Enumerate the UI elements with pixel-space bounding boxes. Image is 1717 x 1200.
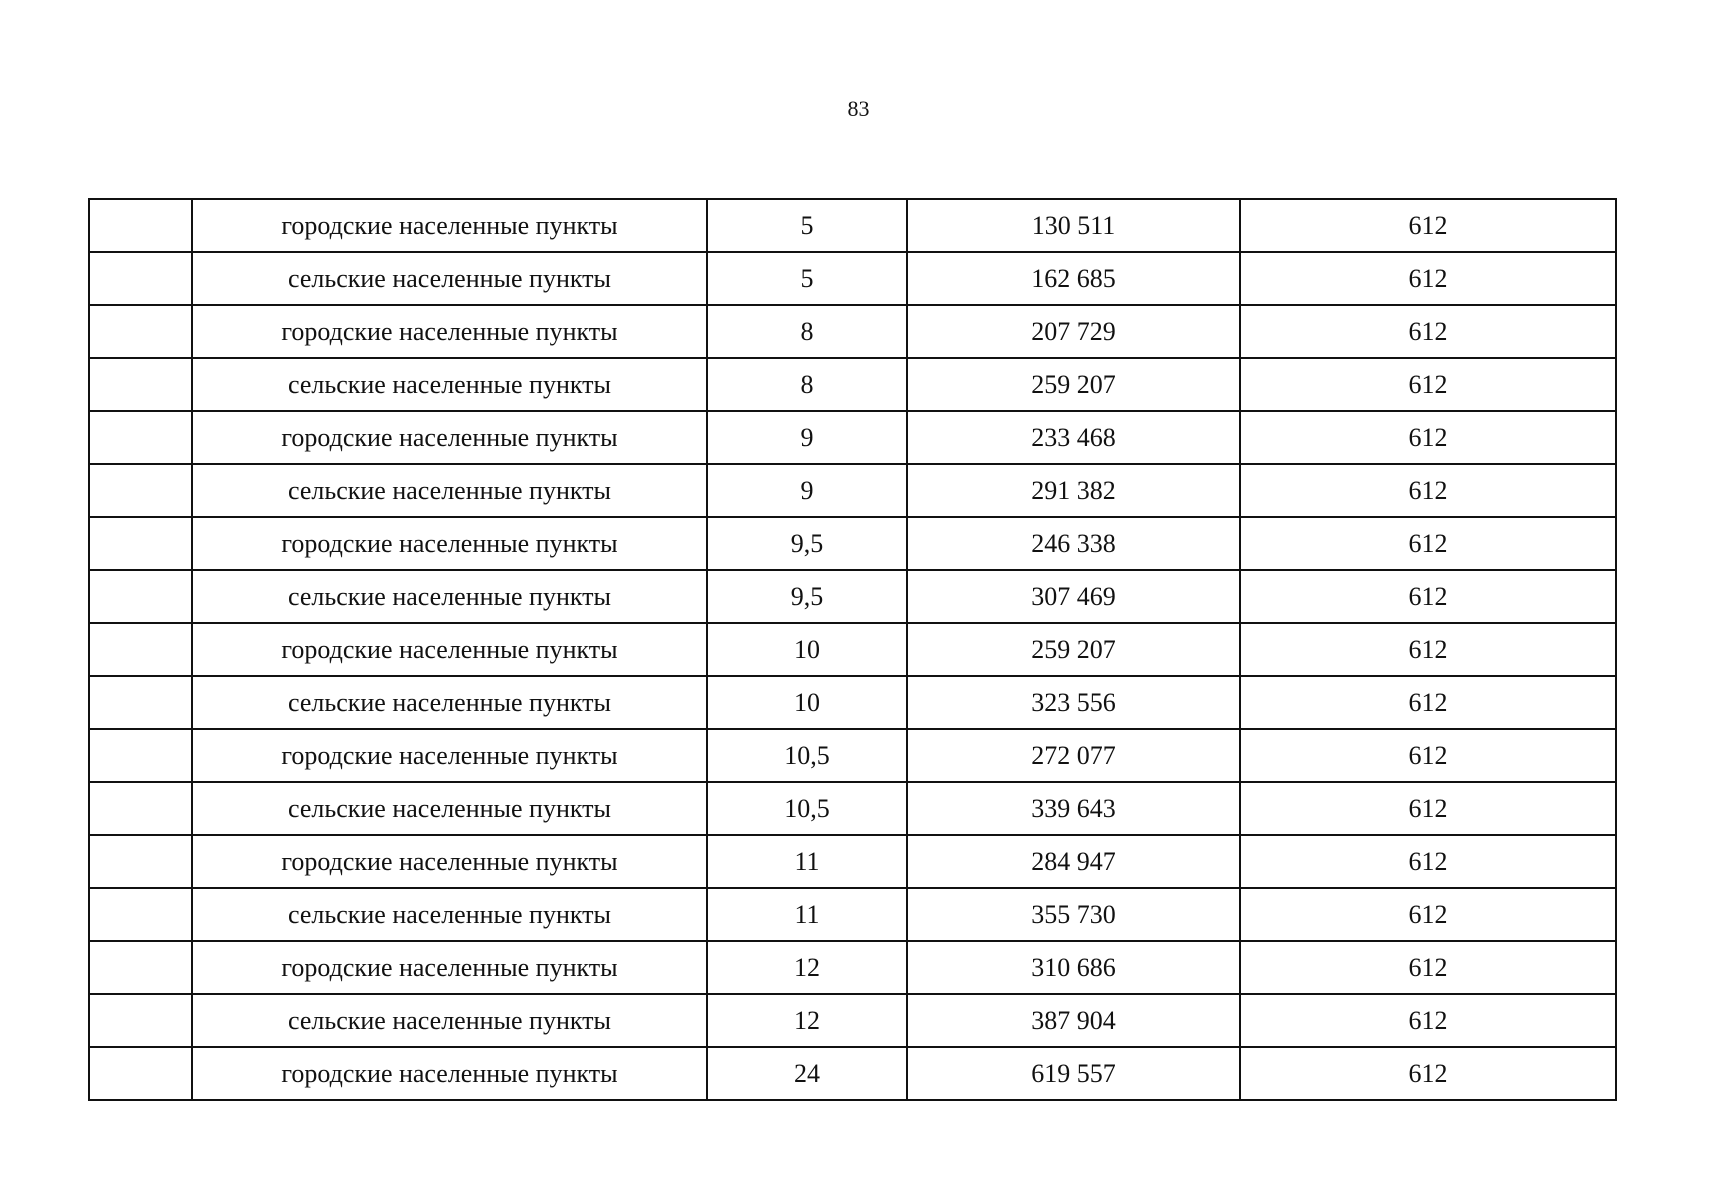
- table-row: [89, 252, 1616, 305]
- row-label-cell: [89, 941, 192, 994]
- table-row: [89, 676, 1616, 729]
- amount-cell: 233 468: [907, 411, 1240, 464]
- table-body: [89, 199, 1616, 1100]
- code-cell: 612: [1240, 252, 1616, 305]
- value-cell: 8: [707, 305, 907, 358]
- value-cell: 9,5: [707, 570, 907, 623]
- value-cell: 10,5: [707, 782, 907, 835]
- settlement-type-cell: сельские населенные пункты: [192, 994, 707, 1047]
- amount-cell: 207 729: [907, 305, 1240, 358]
- amount-cell: 387 904: [907, 994, 1240, 1047]
- table-row: [89, 623, 1616, 676]
- table-row: [89, 888, 1616, 941]
- value-cell: 10,5: [707, 729, 907, 782]
- amount-cell: 246 338: [907, 517, 1240, 570]
- value-cell: 8: [707, 358, 907, 411]
- amount-cell: 307 469: [907, 570, 1240, 623]
- value-cell: 10: [707, 676, 907, 729]
- code-cell: 612: [1240, 199, 1616, 252]
- settlement-type-cell: городские населенные пункты: [192, 835, 707, 888]
- row-label-cell: [89, 464, 192, 517]
- row-label-cell: [89, 252, 192, 305]
- table-row: [89, 782, 1616, 835]
- code-cell: 612: [1240, 994, 1616, 1047]
- code-cell: 612: [1240, 782, 1616, 835]
- code-cell: 612: [1240, 888, 1616, 941]
- table-row: [89, 570, 1616, 623]
- settlement-type-cell: сельские населенные пункты: [192, 782, 707, 835]
- table-row: [89, 1047, 1616, 1100]
- row-label-cell: [89, 835, 192, 888]
- code-cell: 612: [1240, 517, 1616, 570]
- code-cell: 612: [1240, 411, 1616, 464]
- value-cell: 9,5: [707, 517, 907, 570]
- amount-cell: 259 207: [907, 358, 1240, 411]
- settlement-type-cell: городские населенные пункты: [192, 411, 707, 464]
- settlement-type-cell: городские населенные пункты: [192, 199, 707, 252]
- amount-cell: 130 511: [907, 199, 1240, 252]
- row-label-cell: [89, 994, 192, 1047]
- settlement-type-cell: городские населенные пункты: [192, 1047, 707, 1100]
- settlement-type-cell: городские населенные пункты: [192, 305, 707, 358]
- row-label-cell: [89, 623, 192, 676]
- value-cell: 9: [707, 464, 907, 517]
- table-row: [89, 517, 1616, 570]
- table-row: [89, 305, 1616, 358]
- value-cell: 11: [707, 835, 907, 888]
- table-row: [89, 941, 1616, 994]
- table-row: [89, 835, 1616, 888]
- code-cell: 612: [1240, 676, 1616, 729]
- data-table: [88, 198, 1617, 1101]
- table-row: [89, 199, 1616, 252]
- settlement-type-cell: сельские населенные пункты: [192, 252, 707, 305]
- value-cell: 10: [707, 623, 907, 676]
- value-cell: 5: [707, 199, 907, 252]
- table-row: [89, 358, 1616, 411]
- settlement-type-cell: сельские населенные пункты: [192, 570, 707, 623]
- row-label-cell: [89, 517, 192, 570]
- amount-cell: 291 382: [907, 464, 1240, 517]
- settlement-type-cell: сельские населенные пункты: [192, 358, 707, 411]
- row-label-cell: [89, 570, 192, 623]
- amount-cell: 272 077: [907, 729, 1240, 782]
- value-cell: 12: [707, 994, 907, 1047]
- amount-cell: 339 643: [907, 782, 1240, 835]
- code-cell: 612: [1240, 729, 1616, 782]
- row-label-cell: [89, 729, 192, 782]
- row-label-cell: [89, 411, 192, 464]
- value-cell: 24: [707, 1047, 907, 1100]
- settlement-type-cell: сельские населенные пункты: [192, 676, 707, 729]
- table-row: [89, 411, 1616, 464]
- amount-cell: 323 556: [907, 676, 1240, 729]
- amount-cell: 162 685: [907, 252, 1240, 305]
- amount-cell: 259 207: [907, 623, 1240, 676]
- data-table-container: [88, 198, 1615, 1101]
- table-row: [89, 729, 1616, 782]
- row-label-cell: [89, 888, 192, 941]
- settlement-type-cell: городские населенные пункты: [192, 623, 707, 676]
- settlement-type-cell: городские населенные пункты: [192, 729, 707, 782]
- value-cell: 11: [707, 888, 907, 941]
- table-row: [89, 464, 1616, 517]
- code-cell: 612: [1240, 570, 1616, 623]
- table-row: [89, 994, 1616, 1047]
- code-cell: 612: [1240, 941, 1616, 994]
- code-cell: 612: [1240, 358, 1616, 411]
- code-cell: 612: [1240, 623, 1616, 676]
- amount-cell: 310 686: [907, 941, 1240, 994]
- amount-cell: 619 557: [907, 1047, 1240, 1100]
- code-cell: 612: [1240, 835, 1616, 888]
- page-number: 83: [847, 96, 870, 121]
- row-label-cell: [89, 676, 192, 729]
- amount-cell: 284 947: [907, 835, 1240, 888]
- amount-cell: 355 730: [907, 888, 1240, 941]
- code-cell: 612: [1240, 464, 1616, 517]
- row-label-cell: [89, 199, 192, 252]
- settlement-type-cell: сельские населенные пункты: [192, 888, 707, 941]
- value-cell: 5: [707, 252, 907, 305]
- row-label-cell: [89, 782, 192, 835]
- code-cell: 612: [1240, 305, 1616, 358]
- settlement-type-cell: сельские населенные пункты: [192, 464, 707, 517]
- code-cell: 612: [1240, 1047, 1616, 1100]
- row-label-cell: [89, 305, 192, 358]
- settlement-type-cell: городские населенные пункты: [192, 941, 707, 994]
- value-cell: 12: [707, 941, 907, 994]
- row-label-cell: [89, 358, 192, 411]
- row-label-cell: [89, 1047, 192, 1100]
- value-cell: 9: [707, 411, 907, 464]
- settlement-type-cell: городские населенные пункты: [192, 517, 707, 570]
